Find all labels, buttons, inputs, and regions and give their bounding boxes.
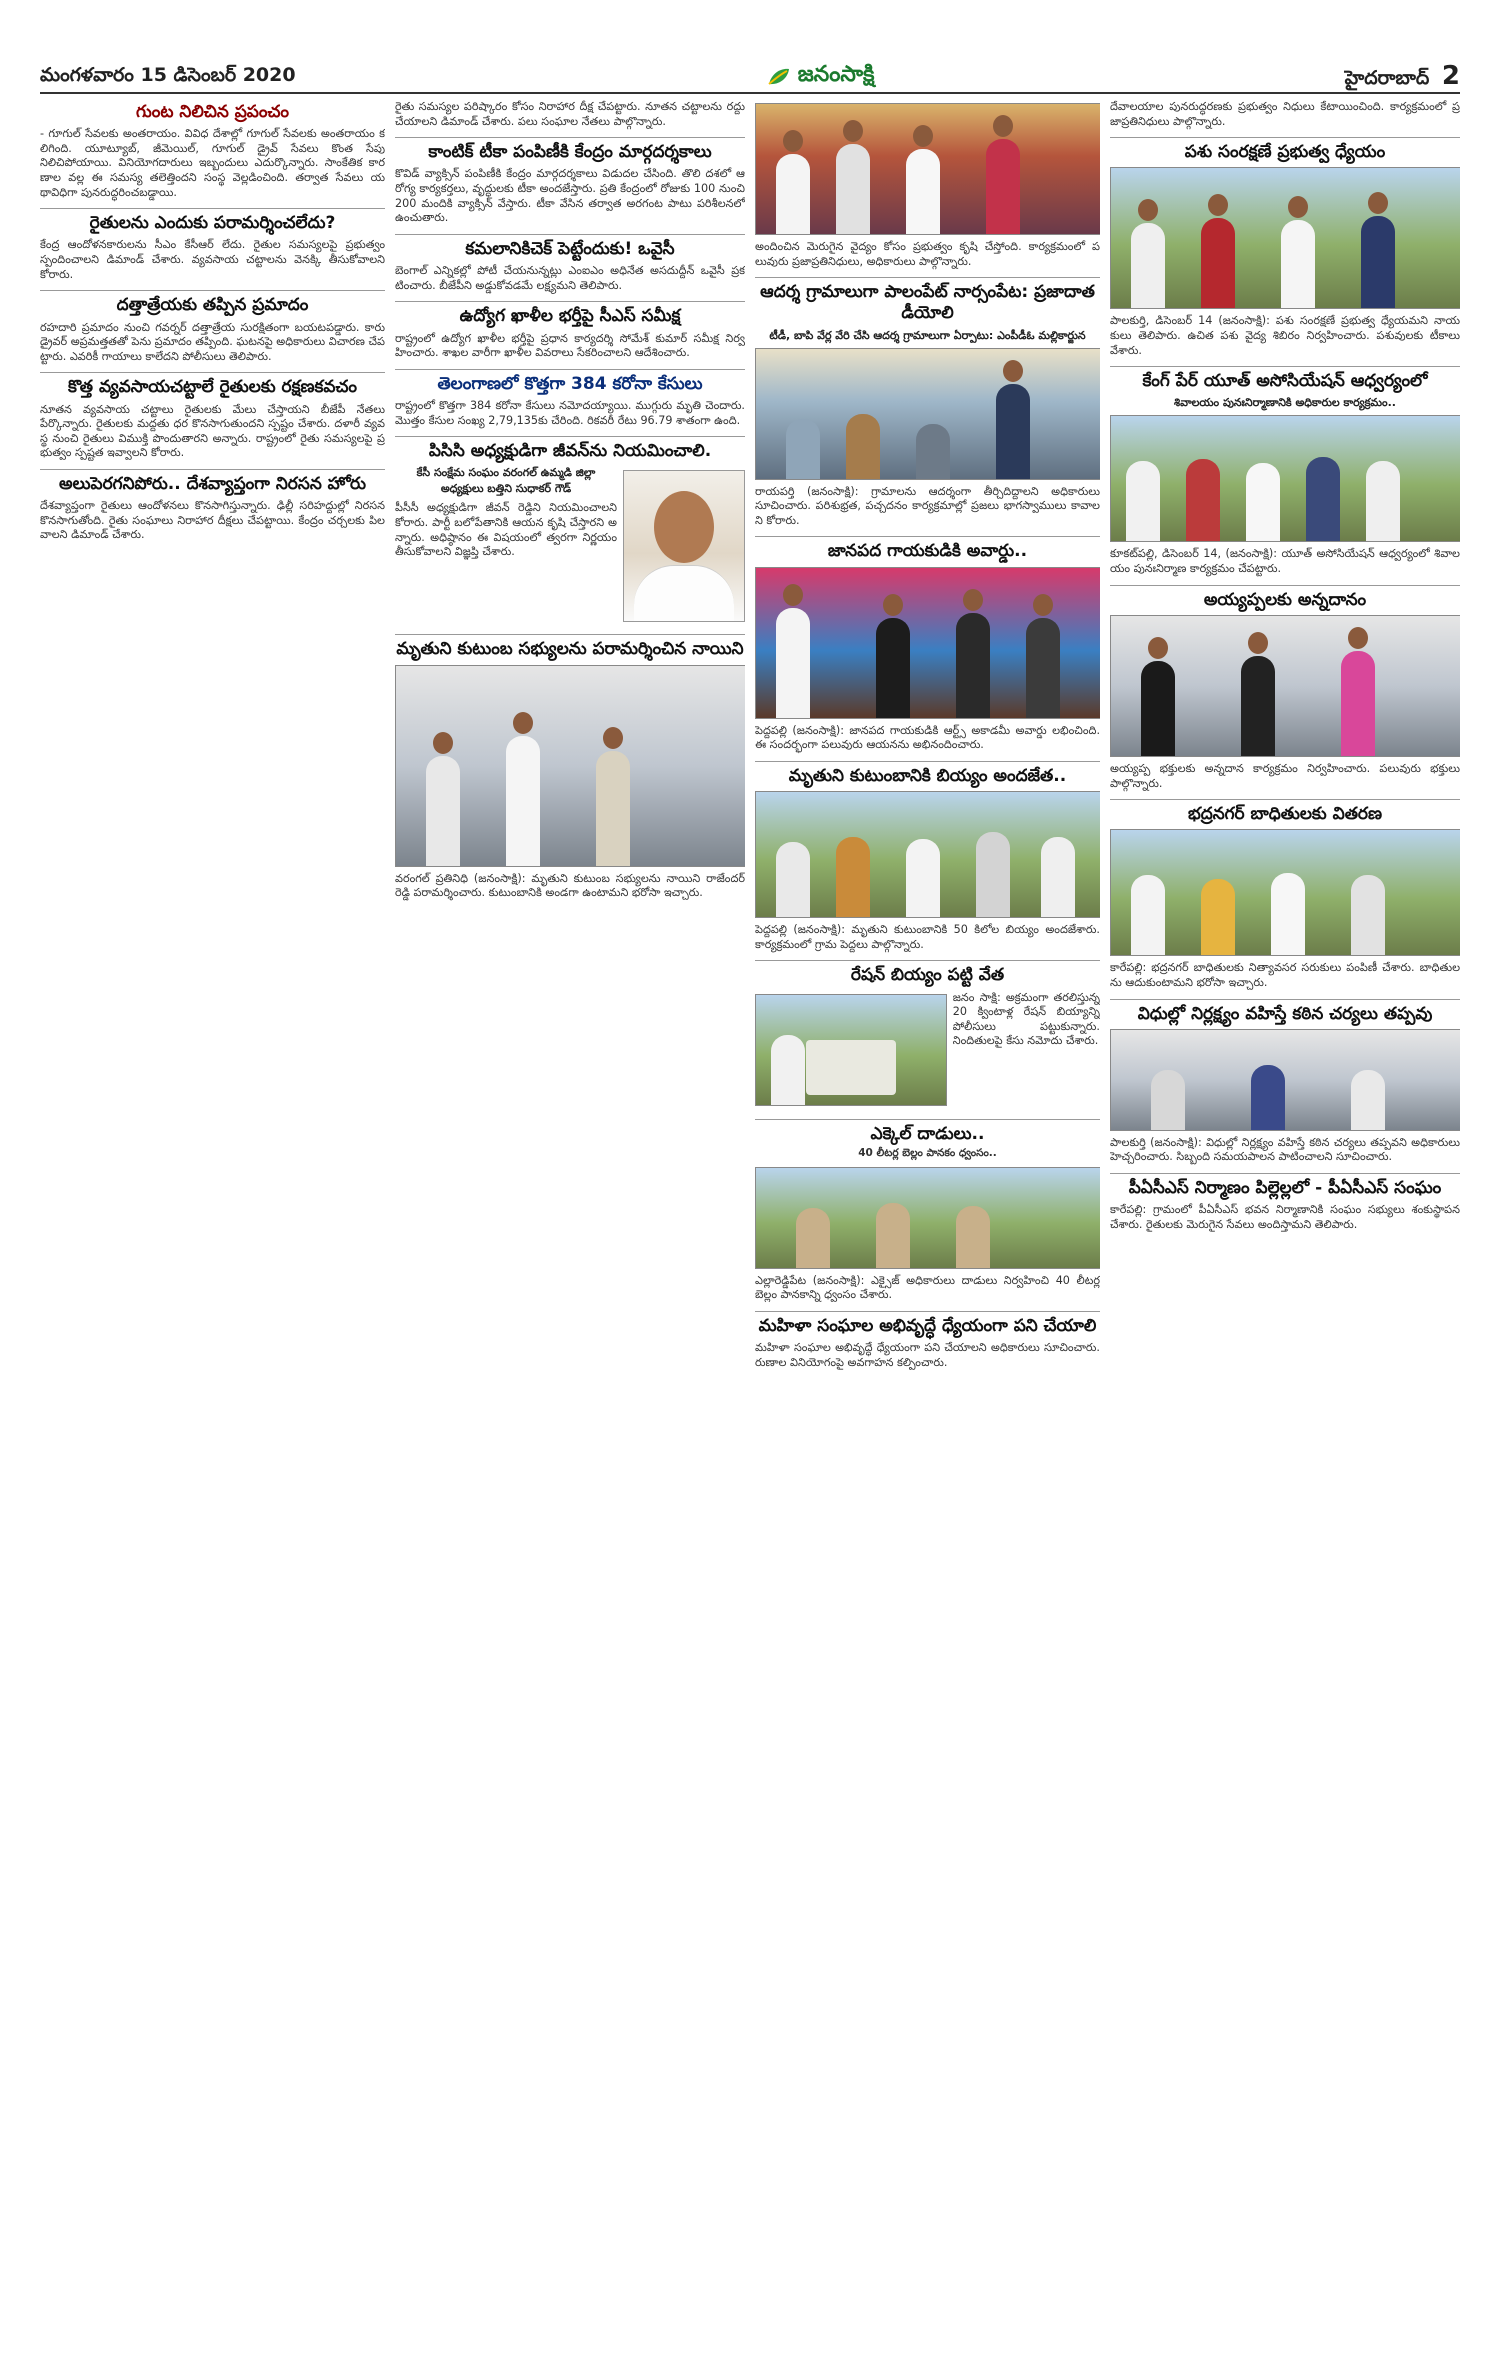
news-photo <box>755 103 1100 235</box>
headline: ఆదర్శ గ్రామాలుగా పాలంపేట్ నార్సంపేట: ప్రజాదాత డీయోలి <box>760 282 1095 324</box>
story-body: - గూగుల్ సేవలకు అంతరాయం. వివిధ దేశాల్లో గూగుల్ సేవలకు అంతరాయం కలిగింది. యూట్యూబ్, జీమెయిల్, గూగుల్ డ్రైవ్ సేవలు కొంత సేపు నిలిచిపోయాయి. వినియోగదారులు ఇబ్బందులు ఎదుర్కొన్నారు. సాంకేతిక కారణాల వల్ల ఈ సమస్య తలెత్తిందని సంస్థ వెల్లడించింది. తర్వాత సేవలు యథావిధిగా పునరుద్ధరించబడ్డాయి. <box>40 127 385 199</box>
story-body: రాష్ట్రంలో ఉద్యోగ ఖాళీల భర్తీపై ప్రధాన కార్యదర్శి సోమేశ్ కుమార్ సమీక్ష నిర్వహించారు. శాఖల వారీగా ఖాళీల వివరాలు సేకరించాలని ఆదేశించారు. <box>395 331 745 360</box>
story-folk-singer-award <box>755 541 1100 752</box>
story-body: అయ్యప్ప భక్తులకు అన్నదాన కార్యక్రమం నిర్వహించారు. పలువురు భక్తులు పాల్గొన్నారు. <box>1110 761 1460 790</box>
masthead <box>40 62 1460 94</box>
news-photo <box>1110 415 1460 542</box>
story-body: నూతన వ్యవసాయ చట్టాలు రైతులకు మేలు చేస్తాయని బీజేపీ నేతలు పేర్కొన్నారు. రైతులకు మద్దతు ధర కొనసాగుతుందని స్పష్టం చేశారు. దళారీ వ్యవస్థ నుంచి రైతులు విముక్తి పొందుతారని అన్నారు. రాష్ట్రంలో రైతు సమస్యలపై ప్రభుత్వం స్పష్టత ఇవ్వాలని కోరారు. <box>40 402 385 460</box>
divider <box>40 208 385 209</box>
headline: గుంట నిలిచిన ప్రపంచం <box>135 102 290 122</box>
story-farm-laws <box>40 377 385 461</box>
story-body: రాయపర్తి (జనంసాక్షి): గ్రామాలను ఆదర్శంగా తీర్చిదిద్దాలని అధికారులు సూచించారు. పరిశుభ్రత, పచ్చదనం కార్యక్రమాల్లో ప్రజలు భాగస్వాములు కావాలని కోరారు. <box>755 484 1100 527</box>
headline: కమలానికిచెక్ పెట్టేందుకు! ఒవైసీ <box>465 238 675 259</box>
story-body: రైతు సమస్యల పరిష్కారం కోసం నిరాహార దీక్ష చేపట్టారు. నూతన చట్టాలను రద్దు చేయాలని డిమాండ్ చేశారు. పలు సంఘాల నేతలు పాల్గొన్నారు. <box>395 100 745 128</box>
headline: అయ్యప్పలకు అన్నదానం <box>1203 589 1367 610</box>
headline: జానపద గాయకుడికి అవార్డు.. <box>827 541 1028 562</box>
story-owaisi <box>395 239 745 293</box>
divider <box>1110 366 1460 367</box>
headline: రైతులను ఎందుకు పరామర్శించలేదు? <box>89 213 336 234</box>
story-body: కొవిడ్ వ్యాక్సిన్ పంపిణీకి కేంద్రం మార్గదర్శకాలు విడుదల చేసింది. తొలి దశలో ఆరోగ్య కార్యకర్తలు, వృద్ధులకు టీకా అందజేస్తారు. ప్రతి కేంద్రంలో రోజుకు 100 నుంచి 200 మందికి వ్యాక్సిన్ వేస్తారు. టీకా వేసిన తర్వాత అరగంట పాటు పరిశీలనలో ఉంచుతారు. <box>395 167 745 225</box>
story-body: బెంగాల్ ఎన్నికల్లో పోటీ చేయనున్నట్లు ఎంఐఎం అధినేత అసదుద్దీన్ ఒవైసీ ప్రకటించారు. బీజేపీని అడ్డుకోవడమే లక్ష్యమని తెలిపారు. <box>395 264 745 292</box>
divider <box>395 369 745 370</box>
divider <box>395 137 745 138</box>
headline: ఎక్కెల్ దాడులు.. <box>870 1123 985 1144</box>
divider <box>395 234 745 235</box>
news-photo <box>755 994 947 1106</box>
story-body: రాష్ట్రంలో కొత్తగా 384 కరోనా కేసులు నమోదయ్యాయి. ముగ్గురు మృతి చెందారు. మొత్తం కేసుల సంఖ్య 2,79,135కు చేరింది. రికవరీ రేటు 96.79 శాతంగా ఉంది. <box>395 398 745 427</box>
story-google-outage <box>40 102 385 200</box>
brand-logo <box>766 62 875 92</box>
headline: మహిళా సంఘాల అభివృద్ధే ధ్యేయంగా పని చేయాలి <box>758 1316 1097 1337</box>
headline: దత్తాత్రేయకు తప్పిన ప్రమాదం <box>116 295 309 316</box>
leaf-icon <box>766 66 792 88</box>
column-1 <box>40 100 385 2317</box>
story-pacs <box>1110 1178 1460 1232</box>
story-protests <box>40 474 385 543</box>
story-women-groups <box>755 1316 1100 1370</box>
divider <box>395 301 745 302</box>
headline: విధుల్లో నిర్లక్ష్యం వహిస్తే కఠిన చర్యలు తప్పవు <box>1137 1003 1433 1024</box>
story-body: జనం సాక్షి: అక్రమంగా తరలిస్తున్న 20 క్వింటాళ్ల రేషన్ బియ్యాన్ని పోలీసులు పట్టుకున్నారు. నిందితులపై కేసు నమోదు చేశారు. <box>952 990 1100 1048</box>
divider <box>755 536 1100 537</box>
story-body: అందించిన మెరుగైన వైద్యం కోసం ప్రభుత్వం కృషి చేస్తోంది. కార్యక్రమంలో పలువురు ప్రజాప్రతినిధులు, అధికారులు పాల్గొన్నారు. <box>755 240 1100 268</box>
story-body: పెద్దపల్లి (జనంసాక్షి): మృతుని కుటుంబానికి 50 కిలోల బియ్యం అందజేశారు. కార్యక్రమంలో గ్రామ పెద్దలు పాల్గొన్నారు. <box>755 923 1100 951</box>
subheadline: టీడీ, బాపి వేర్ల వేరి చేసి ఆదర్శ గ్రామాలుగా ఏర్పాటు: ఎంపీడీఓ మల్లికార్జున <box>769 328 1086 342</box>
story-body: కేంద్ర ఆందోళనకారులను సీఎం కేసీఆర్ లేదు. రైతుల సమస్యలపై ప్రభుత్వం స్పందించాలని డిమాండ్ చేశారు. వ్యవసాయ చట్టాలను వెనక్కి తీసుకోవాలని కోరారు. <box>40 238 385 281</box>
story-body: పెద్దపల్లి (జనంసాక్షి): జానపద గాయకుడికి ఆర్ట్స్ అకాడమీ అవార్డు లభించింది. ఈ సందర్భంగా పలువురు ఆయనను అభినందించారు. <box>755 723 1100 752</box>
story-ayyappa <box>1110 590 1460 791</box>
divider <box>755 761 1100 762</box>
story-body: వరంగల్ ప్రతినిధి (జనంసాక్షి): మృతుని కుటుంబ సభ్యులను నాయిని రాజేందర్ రెడ్డి పరామర్శించారు. కుటుంబానికి అండగా ఉంటామని భరోసా ఇచ్చారు. <box>395 871 745 900</box>
story-hunger-strike <box>395 100 745 129</box>
divider <box>755 960 1100 961</box>
story-model-villages <box>755 282 1100 528</box>
story-cs-review <box>395 306 745 360</box>
story-excise-raids <box>755 1124 1100 1303</box>
headline: తెలంగాణలో కొత్తగా 384 కరోనా కేసులు <box>437 373 703 394</box>
story-temples <box>1110 100 1460 129</box>
news-photo <box>395 665 745 867</box>
headline: మృతుని కుటుంబానికి బియ్యం అందజేత.. <box>788 765 1067 786</box>
divider <box>755 1311 1100 1312</box>
story-ration-rice <box>755 965 1100 1110</box>
story-pcc-president <box>395 441 745 626</box>
city-name: హైదరాబాద్ <box>1344 66 1430 89</box>
news-photo <box>1110 167 1460 309</box>
story-animal-care <box>1110 142 1460 358</box>
headline: రేషన్ బియ్యం పట్టి వేత <box>850 965 1005 986</box>
story-body: ఎల్లారెడ్డిపేట (జనంసాక్షి): ఎక్సైజ్ అధికారులు దాడులు నిర్వహించి 40 లీటర్ల బెల్లం పానకాన్ని ధ్వంసం చేశారు. <box>755 1273 1100 1302</box>
news-photo <box>755 1167 1100 1269</box>
divider <box>1110 585 1460 586</box>
divider <box>1110 999 1460 1000</box>
headline: ఉద్యోగ ఖాళీల భర్తీపై సీఎస్ సమీక్ష <box>459 306 681 327</box>
column-2 <box>395 100 745 2317</box>
photo-caption: 40 లీటర్ల బెల్లం పానకం ధ్వంసం.. <box>858 1146 997 1159</box>
divider <box>1110 137 1460 138</box>
column-4 <box>1110 100 1460 2317</box>
divider <box>755 1119 1100 1120</box>
story-body: పీసీసీ అధ్యక్షుడిగా జీవన్ రెడ్డిని నియమించాలని కోరారు. పార్టీ బలోపేతానికి ఆయన కృషి చేస్తారని అన్నారు. అధిష్ఠానం ఈ విషయంలో త్వరగా నిర్ణయం తీసుకోవాలని విజ్ఞప్తి చేశారు. <box>395 501 617 559</box>
divider <box>40 372 385 373</box>
brand-name: జనంసాక్షి <box>797 62 875 87</box>
story-relief-distribution <box>1110 804 1460 990</box>
portrait-photo <box>623 470 745 622</box>
divider <box>395 634 745 635</box>
subheadline: శివాలయం పునఃనిర్మాణానికి అధికారుల కార్యక్రమం.. <box>1174 396 1396 410</box>
story-condolence <box>395 639 745 900</box>
subheadline: కేసీ సంక్షేమ సంఘం వరంగల్ ఉమ్మడి జిల్లా అధ్యక్షులు బత్తిని సుధాకర్ గౌడ్ <box>416 466 596 496</box>
headline: మృతుని కుటుంబ సభ్యులను పరామర్శించిన నాయిని <box>396 639 744 660</box>
story-body: దేశవ్యాప్తంగా రైతులు ఆందోళనలు కొనసాగిస్తున్నారు. ఢిల్లీ సరిహద్దుల్లో నిరసన కొనసాగుతోంది. రైతు సంఘాలు నిరాహార దీక్షలు చేపట్టాయి. కేంద్రం చర్చలకు పిలవాలని డిమాండ్ చేశారు. <box>40 499 385 542</box>
headline: పిసిసి అధ్యక్షుడిగా జీవన్‌ను నియమించాలి. <box>428 441 712 462</box>
divider <box>1110 1173 1460 1174</box>
divider <box>755 277 1100 278</box>
divider <box>40 469 385 470</box>
news-photo <box>755 348 1100 480</box>
news-photo <box>1110 615 1460 757</box>
headline: కాంటిక్ టీకా పంపిణీకి కేంద్రం మార్గదర్శకాలు <box>428 142 712 163</box>
news-photo <box>1110 1029 1460 1131</box>
column-3 <box>755 100 1100 2317</box>
news-photo <box>1110 829 1460 956</box>
issue-date: మంగళవారం 15 డిసెంబర్ 2020 <box>40 63 296 86</box>
story-body: పాలకుర్తి, డిసెంబర్ 14 (జనంసాక్షి): పశు సంరక్షణే ప్రభుత్వ ధ్యేయమని నాయకులు తెలిపారు. ఉచిత పశు వైద్య శిబిరం నిర్వహించారు. పశువులకు టీకాలు వేశారు. <box>1110 314 1460 357</box>
headline: కేంగ్ పేర్ యూత్ అసోసియేషన్ ఆధ్వర్యంలో <box>1142 371 1428 392</box>
story-medical <box>755 240 1100 269</box>
story-body: కారేపల్లి: భద్రనగర్ బాధితులకు నిత్యావసర సరుకులు పంపిణీ చేశారు. బాధితులను ఆదుకుంటామని భరోసా ఇచ్చారు. <box>1110 961 1460 989</box>
divider <box>1110 799 1460 800</box>
headline: పశు సంరక్షణే ప్రభుత్వ ధ్యేయం <box>1184 142 1386 163</box>
divider <box>395 436 745 437</box>
headline: అలుపెరగనిపోరు.. దేశవ్యాప్తంగా నిరసన హోరు <box>58 473 367 494</box>
divider <box>40 290 385 291</box>
headline: పీఏసీఎస్ నిర్మాణం పిల్లెల్లలో - పీఏసీఎస్ సంఘం <box>1128 1177 1442 1198</box>
story-youth-association <box>1110 371 1460 576</box>
story-rice-donation <box>755 766 1100 952</box>
story-body: దేవాలయాల పునరుద్ధరణకు ప్రభుత్వం నిధులు కేటాయించింది. కార్యక్రమంలో ప్రజాప్రతినిధులు పాల్గొన్నారు. <box>1110 100 1460 128</box>
page-number: 2 <box>1441 60 1460 91</box>
city-page <box>1345 61 1460 94</box>
news-photo <box>755 791 1100 918</box>
headline: కొత్త వ్యవసాయచట్టాలే రైతులకు రక్షణకవచం <box>67 377 357 398</box>
story-dattatreya <box>40 295 385 364</box>
story-body: కారేపల్లి: గ్రామంలో పీఏసీఎస్ భవన నిర్మాణానికి సంఘం సభ్యులు శంకుస్థాపన చేశారు. రైతులకు మెరుగైన సేవలు అందిస్తామని తెలిపారు. <box>1110 1203 1460 1231</box>
story-body: మహిళా సంఘాల అభివృద్ధే ధ్యేయంగా పని చేయాలని అధికారులు సూచించారు. రుణాల వినియోగంపై అవగాహన కల్పించారు. <box>755 1341 1100 1369</box>
story-body: రహదారి ప్రమాదం నుంచి గవర్నర్ దత్తాత్రేయ సురక్షితంగా బయటపడ్డారు. కారు డ్రైవర్ అప్రమత్తతతో పెను ప్రమాదం తప్పింది. ఘటనపై అధికారులు విచారణ చేపట్టారు. ఎవరికీ గాయాలు కాలేదని పోలీసులు తెలిపారు. <box>40 320 385 363</box>
story-body: కూకట్‌పల్లి, డిసెంబర్ 14, (జనంసాక్షి): యూత్ అసోసియేషన్ ఆధ్వర్యంలో శివాలయం పునఃనిర్మాణ కార్యక్రమం చేపట్టారు. <box>1110 547 1460 576</box>
story-farmers <box>40 213 385 282</box>
story-body: పాలకుర్తి (జనంసాక్షి): విధుల్లో నిర్లక్ష్యం వహిస్తే కఠిన చర్యలు తప్పవని అధికారులు హెచ్చరించారు. సిబ్బంది సమయపాలన పాటించాలని సూచించారు. <box>1110 1135 1460 1164</box>
story-vaccine <box>395 142 745 226</box>
story-negligence <box>1110 1004 1460 1165</box>
news-photo <box>755 567 1100 719</box>
story-corona-cases <box>395 374 745 428</box>
headline: భద్రనగర్ బాధితులకు వితరణ <box>1187 804 1383 825</box>
